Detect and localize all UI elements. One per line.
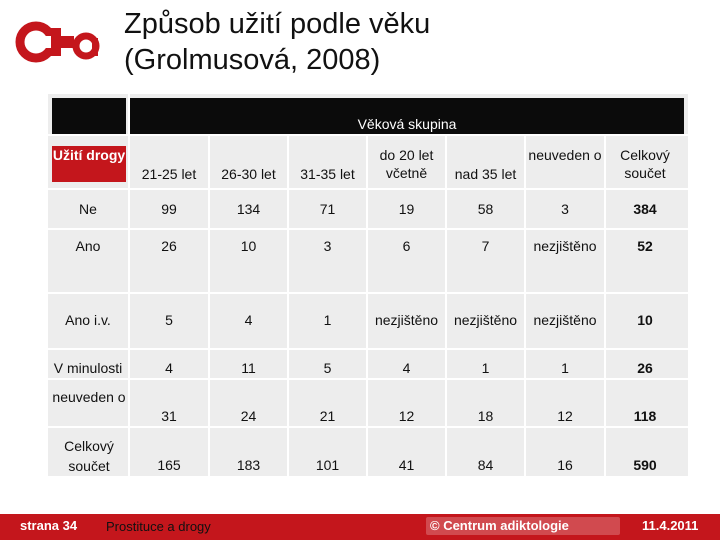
- table-cell: 12: [557, 408, 573, 424]
- table-cell: nezjištěno: [453, 312, 518, 328]
- total-cell: 52: [637, 238, 653, 254]
- grid-line: [445, 136, 447, 476]
- table-cell: 5: [165, 312, 173, 328]
- row-label: Ne: [79, 201, 97, 217]
- table-cell: 26: [161, 238, 177, 254]
- column-header: do 20 let včetně: [379, 147, 434, 181]
- table-cell: 31: [161, 408, 177, 424]
- table-cell: 134: [236, 201, 261, 217]
- table-cell: 165: [157, 457, 181, 473]
- table-cell: 11: [241, 360, 256, 376]
- row-label: Celkový součet: [64, 438, 114, 474]
- total-cell: 10: [637, 312, 653, 328]
- table-cell: 24: [240, 408, 257, 424]
- row-label: V minulosti: [53, 360, 123, 376]
- table-cell: 10: [240, 238, 257, 254]
- column-header: 26-30 let: [221, 166, 276, 182]
- grid-line: [48, 292, 688, 294]
- table-cell: 1: [481, 360, 490, 376]
- table-cell: 4: [402, 360, 411, 376]
- grid-line: [208, 136, 210, 476]
- page-number: strana 34: [20, 518, 78, 533]
- table-cell: 3: [561, 201, 569, 217]
- grid-line: [48, 188, 688, 190]
- grid-line: [604, 136, 606, 476]
- table-cell: 1: [561, 360, 569, 376]
- column-header: 31-35 let: [300, 166, 355, 182]
- table-cell: 4: [244, 312, 253, 328]
- organization-logo: [14, 18, 100, 66]
- brand-label: © Centrum adiktologie: [426, 517, 620, 535]
- row-label: neuveden o: [52, 389, 126, 405]
- table-cell: 21: [319, 408, 336, 424]
- title-line-1: Způsob užití podle věku: [124, 8, 431, 40]
- table-cell: 101: [315, 457, 340, 473]
- grid-line: [366, 136, 368, 476]
- table-cell: 7: [481, 238, 490, 254]
- row-label: Ano i.v.: [65, 312, 111, 328]
- group-label: Věková skupina: [357, 116, 457, 132]
- grid-line: [48, 378, 688, 380]
- table-cell: nezjištěno: [533, 312, 597, 328]
- table-corner: [52, 98, 126, 134]
- table-cell: 71: [319, 201, 336, 217]
- table-cell: 12: [398, 408, 415, 424]
- column-header: neuveden o: [528, 147, 602, 163]
- table-cell: 4: [165, 360, 173, 376]
- table-cell: 84: [477, 457, 494, 473]
- table-cell: 6: [402, 238, 411, 254]
- table-cell: 18: [477, 408, 494, 424]
- table-cell: 1: [323, 312, 332, 328]
- grid-line: [524, 136, 526, 476]
- grid-line: [48, 228, 688, 230]
- column-header: nad 35 let: [454, 166, 517, 182]
- table-cell: 41: [398, 457, 415, 473]
- grid-line: [48, 426, 688, 428]
- table-cell: 3: [323, 238, 332, 254]
- column-header: Celkový součet: [620, 147, 670, 181]
- total-cell: 26: [637, 360, 653, 376]
- table-cell: 16: [557, 457, 573, 473]
- total-cell: 590: [633, 457, 657, 473]
- column-header: 21-25 let: [141, 166, 197, 182]
- grid-line: [48, 348, 688, 350]
- row-label: Ano: [75, 238, 101, 254]
- table-cell: 5: [323, 360, 332, 376]
- table-cell: 99: [161, 201, 177, 217]
- table-cell: 183: [236, 457, 261, 473]
- grid-line: [287, 136, 289, 476]
- total-cell: 118: [633, 408, 657, 424]
- slide-title: [124, 6, 430, 78]
- table-cell: nezjištěno: [374, 312, 439, 328]
- date-label: 11.4.2011: [642, 518, 699, 533]
- total-cell: 384: [633, 201, 657, 217]
- table-cell: 58: [477, 201, 494, 217]
- table-cell: nezjištěno: [533, 238, 597, 254]
- table-cell: 19: [398, 201, 415, 217]
- grid-line: [48, 134, 688, 136]
- row-header: Užití drogy: [52, 146, 126, 182]
- presentation-subtitle: Prostituce a drogy: [106, 519, 211, 534]
- title-line-2: (Grolmusová, 2008): [124, 44, 381, 76]
